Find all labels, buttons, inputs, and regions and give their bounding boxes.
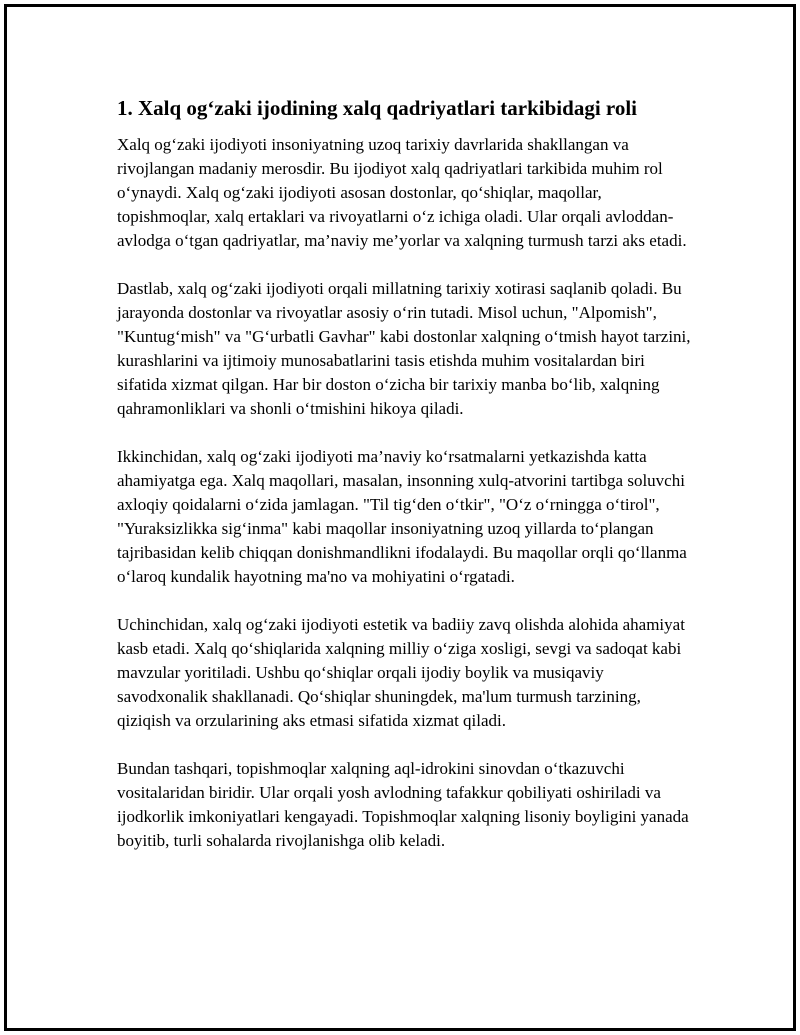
document-body (117, 95, 692, 877)
section-heading: 1. Xalq og‘zaki ijodining xalq qadriyatlari tarkibidagi roli (117, 96, 638, 120)
paragraph-historical-memory: Dastlab, xalq og‘zaki ijodiyoti orqali millatning tarixiy xotirasi saqlanib qoladi. Bu jarayonda dostonlar va rivoyatlar asosiy o‘rin tutadi. Misol uchun, "Alpomish", "Kuntug‘mish" va "G‘urbatli Gavhar" kabi dostonlar xalqning o‘tmish hayot tarzini, kurashlarini va ijtimoiy munosabatlarini tasis etishda muhim vositalardan biri sifatida xizmat qilgan. Har bir doston o‘zicha bir tarixiy manba bo‘lib, xalqning qahramonliklari va shonli o‘tmishini hikoya qiladi. (117, 279, 691, 418)
paragraph-riddles: Bundan tashqari, topishmoqlar xalqning aql-idrokini sinovdan o‘tkazuvchi vositalaridan biridir. Ular orqali yosh avlodning tafakkur qobiliyati oshiriladi va ijodkorlik imkoniyatlari kengayadi. Topishmoqlar xalqning lisoniy boyligini yanada boyitib, turli sohalarda rivojlanishga olib keladi. (117, 759, 689, 850)
paragraph-aesthetic-value: Uchinchidan, xalq og‘zaki ijodiyoti estetik va badiiy zavq olishda alohida ahamiyat kasb etadi. Xalq qo‘shiqlarida xalqning milliy o‘ziga xosligi, sevgi va sadoqat kabi mavzular yoritiladi. Ushbu qo‘shiqlar orqali ijodiy boylik va musiqaviy savodxonalik shakllanadi. Qo‘shiqlar shuningdek, ma'lum turmush tarzining, qiziqish va orzularining aks etmasi sifatida xizmat qiladi. (117, 615, 685, 730)
paragraph-intro: Xalq og‘zaki ijodiyoti insoniyatning uzoq tarixiy davrlarida shakllangan va rivojlangan madaniy merosdir. Bu ijodiyot xalq qadriyatlari tarkibida muhim rol o‘ynaydi. Xalq og‘zaki ijodiyoti asosan dostonlar, qo‘shiqlar, maqollar, topishmoqlar, xalq ertaklari va rivoyatlarni o‘z ichiga oladi. Ular orqali avloddan-avlodga o‘tgan qadriyatlar, ma’naviy me’yorlar va xalqning turmush tarzi aks etadi. (117, 135, 687, 250)
paragraph-moral-guidance: Ikkinchidan, xalq og‘zaki ijodiyoti ma’naviy ko‘rsatmalarni yetkazishda katta ahamiyatga ega. Xalq maqollari, masalan, insonning xulq-atvorini tartibga soluvchi axloqiy qoidalarni o‘zida jamlagan. "Til tig‘den o‘tkir", "O‘z o‘rningga o‘tirol", "Yuraksizlikka sig‘inma" kabi maqollar insoniyatning uzoq yillarda to‘plangan tajribasidan kelib chiqqan donishmandlikni ifodalaydi. Bu maqollar orqli qo‘llanma o‘laroq kundalik hayotning ma'no va mohiyatini o‘rgatadi. (117, 447, 687, 586)
